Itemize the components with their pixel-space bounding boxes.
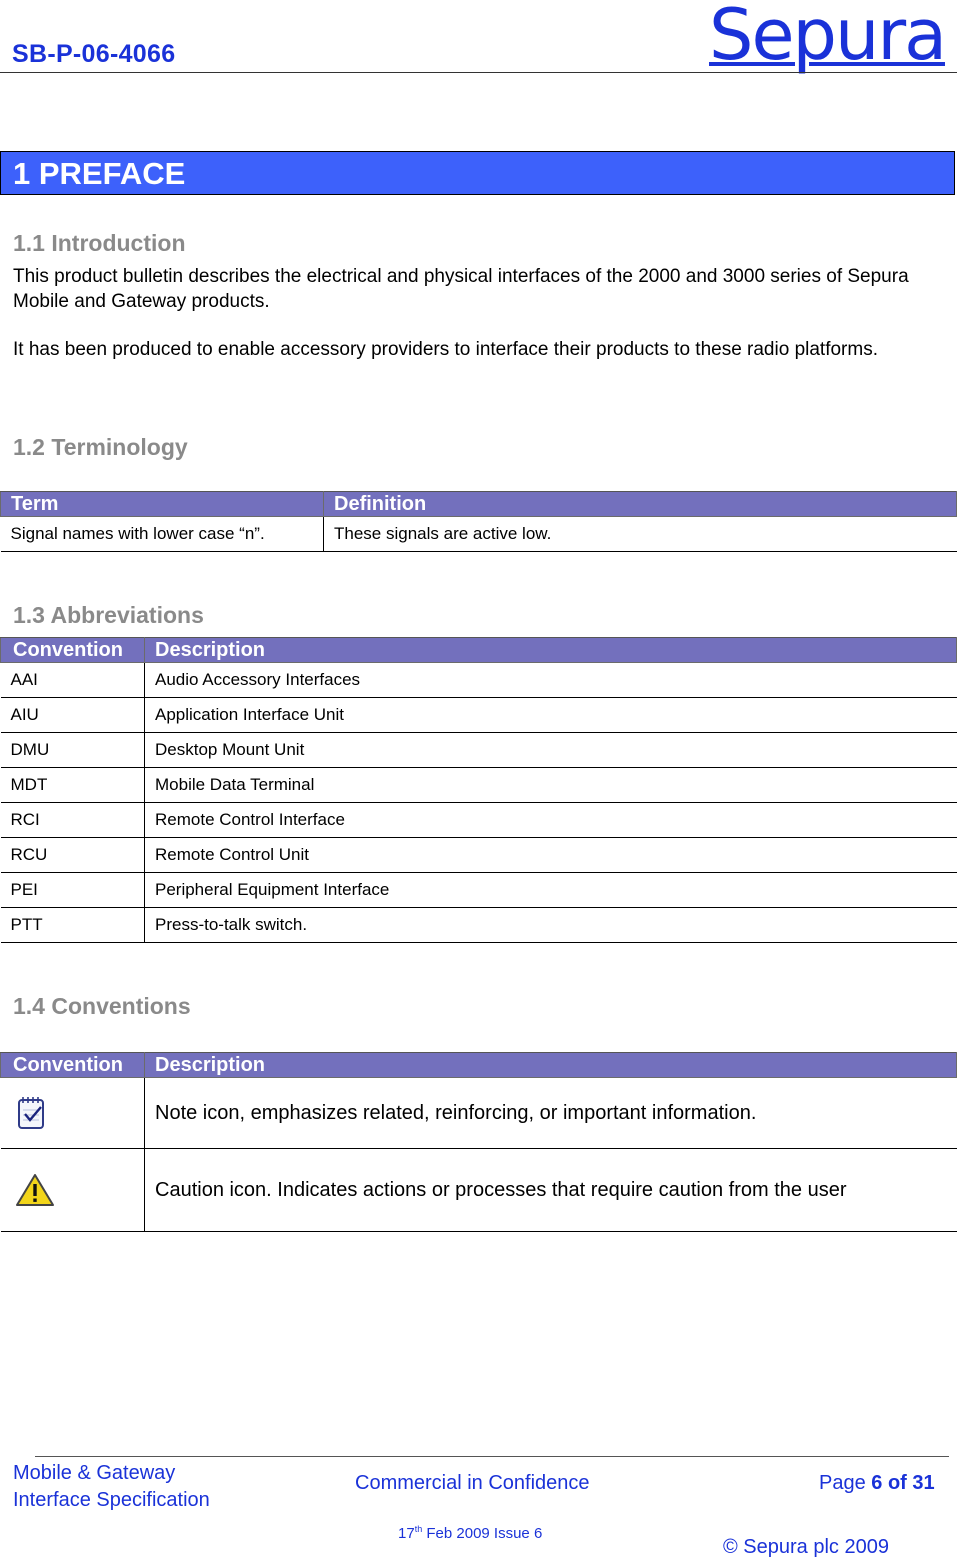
date-rest: Feb 2009 Issue 6	[422, 1525, 543, 1542]
description-cell: Remote Control Unit	[145, 838, 957, 873]
abbreviation-cell: AIU	[1, 698, 145, 733]
table-row	[1, 873, 957, 908]
intro-paragraph-1: This product bulletin describes the electrical and physical interfaces of the 2000 and 3000 series of Sepura Mobile and Gateway products.	[13, 266, 909, 312]
description-cell: Desktop Mount Unit	[145, 733, 957, 768]
footer-page-number	[819, 1472, 935, 1495]
abbreviations-table	[0, 637, 957, 943]
footer-title-line-2: Interface Specification	[13, 1489, 210, 1511]
table-row	[1, 517, 957, 552]
abbreviation-cell: PTT	[1, 908, 145, 943]
description-cell: Remote Control Interface	[145, 803, 957, 838]
footer-document-title	[13, 1460, 210, 1514]
section-heading-abbreviations: 1.3 Abbreviations	[13, 602, 204, 628]
table-header-row	[1, 1053, 957, 1078]
abbreviation-cell: RCU	[1, 838, 145, 873]
convention-icon-cell	[1, 1149, 145, 1232]
page-prefix: Page	[819, 1472, 872, 1494]
chapter-title: 1 PREFACE	[13, 156, 186, 191]
column-header-definition: Definition	[324, 492, 957, 517]
table-row	[1, 908, 957, 943]
document-id: SB-P-06-4066	[12, 40, 176, 68]
abbreviation-cell: RCI	[1, 803, 145, 838]
section-heading-introduction: 1.1 Introduction	[13, 230, 186, 256]
sepura-logo: Sepura	[709, 0, 945, 76]
term-cell: Signal names with lower case “n”.	[1, 517, 324, 552]
description-cell: Audio Accessory Interfaces	[145, 663, 957, 698]
page-value: 6 of 31	[871, 1472, 935, 1494]
date-suffix: th	[414, 1524, 423, 1534]
table-row	[1, 1078, 957, 1149]
table-row	[1, 803, 957, 838]
abbreviation-cell: DMU	[1, 733, 145, 768]
definition-cell: These signals are active low.	[324, 517, 957, 552]
abbreviation-cell: MDT	[1, 768, 145, 803]
table-row	[1, 698, 957, 733]
convention-icon-cell	[1, 1078, 145, 1149]
table-row	[1, 733, 957, 768]
column-header-convention: Convention	[1, 1053, 145, 1078]
date-day: 17	[398, 1525, 415, 1542]
description-cell: Peripheral Equipment Interface	[145, 873, 957, 908]
abbreviation-cell: PEI	[1, 873, 145, 908]
table-row	[1, 768, 957, 803]
footer-confidentiality: Commercial in Confidence	[355, 1472, 590, 1494]
column-header-description: Description	[145, 1053, 957, 1078]
conventions-table	[0, 1052, 957, 1232]
caution-icon	[15, 1172, 55, 1208]
section-heading-terminology: 1.2 Terminology	[13, 434, 188, 460]
convention-description-cell: Note icon, emphasizes related, reinforcing, or important information.	[145, 1078, 957, 1149]
intro-paragraph-2: It has been produced to enable accessory providers to interface their products to these radio platforms.	[13, 339, 878, 360]
column-header-description: Description	[145, 638, 957, 663]
footer-issue-date	[398, 1524, 542, 1542]
table-header-row	[1, 638, 957, 663]
column-header-convention: Convention	[1, 638, 145, 663]
terminology-table	[0, 491, 957, 552]
description-cell: Mobile Data Terminal	[145, 768, 957, 803]
header-divider	[0, 72, 957, 73]
table-row	[1, 663, 957, 698]
column-header-term: Term	[1, 492, 324, 517]
footer-copyright: © Sepura plc 2009	[723, 1536, 889, 1558]
table-header-row	[1, 492, 957, 517]
convention-description-cell: Caution icon. Indicates actions or processes that require caution from the user	[145, 1149, 957, 1232]
table-row	[1, 1149, 957, 1232]
description-cell: Application Interface Unit	[145, 698, 957, 733]
description-cell: Press-to-talk switch.	[145, 908, 957, 943]
note-icon	[17, 1096, 47, 1130]
footer-title-line-1: Mobile & Gateway	[13, 1462, 176, 1484]
footer-divider	[35, 1456, 949, 1457]
table-row	[1, 838, 957, 873]
abbreviation-cell: AAI	[1, 663, 145, 698]
section-heading-conventions: 1.4 Conventions	[13, 993, 191, 1019]
